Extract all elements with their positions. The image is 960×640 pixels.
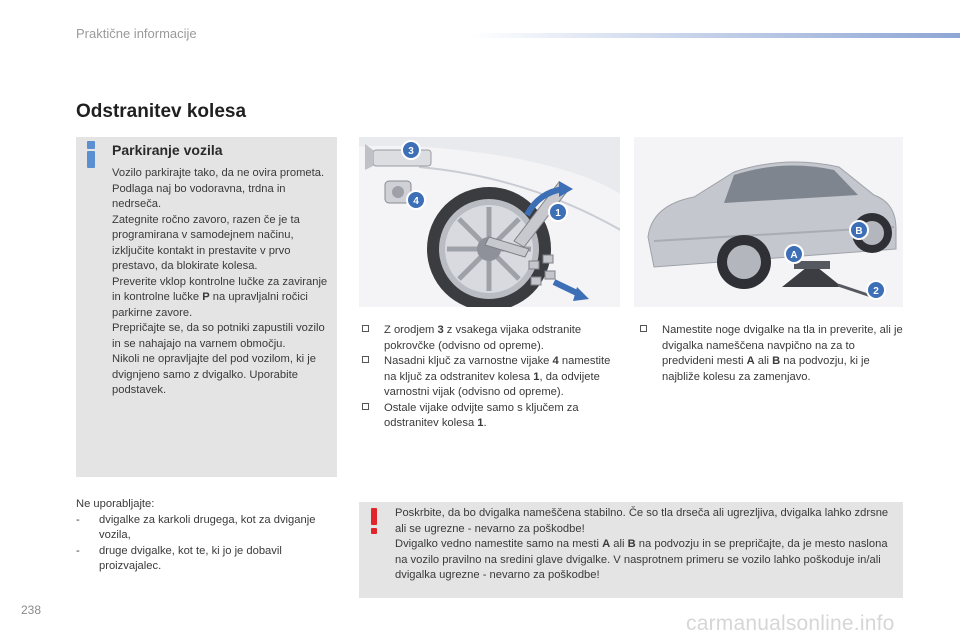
step-item: Namestite noge dvigalke na tla in preverite, ali je dvigalka nameščena navpično na za to predvideni mesti A ali B na podvozju, ki je najbliže kolesu za zamenjavo. [640,323,905,385]
badge-4 [407,191,425,209]
badge-1 [549,203,567,221]
info-icon [83,139,99,169]
badge-b [850,221,868,239]
car-jack-svg [634,137,903,307]
badge-3 [402,141,420,159]
step-item: Ostale vijake odvijte samo s ključem za odstranitev kolesa 1. [362,401,620,432]
step-item: Z orodjem 3 z vsakega vijaka odstranite pokrovčke (odvisno od opreme). [362,323,620,354]
svg-text:A: A [790,250,798,261]
usage-note [76,497,326,575]
info-paragraph: Vozilo parkirajte tako, da ne ovira prometa. Podlaga naj bo vodoravna, trdna in nedrseča. [112,167,325,210]
note-list-item: - dvigalke za karkoli drugega, kot za dviganje vozila, [76,513,316,541]
checkbox-bullet-icon [362,403,369,410]
info-paragraph: Zategnite ročno zavoro, razen če je ta programirana v samodejnem načinu, izključite kontakt in prestavite v prvo prestavo, da blokirate kolesa. [112,213,300,272]
wheel-wrench-illustration [359,137,620,307]
warning-paragraph: Poskrbite, da bo dvigalka nameščena stabilno. Če so tla drseča ali ugrezljiva, dvigalka lahko zdrsne ali se ugrezne - nevarno za poškodbe! [395,507,889,535]
page-title: Odstranitev kolesa [76,101,247,122]
badge-a [785,245,803,263]
steps-list-left [362,323,620,432]
warning-text [395,506,895,584]
steps-list-right [640,323,905,385]
checkbox-bullet-icon [640,325,647,332]
header-gradient-line [470,33,960,38]
svg-text:4: 4 [413,196,419,207]
checkbox-bullet-icon [362,356,369,363]
car-jack-illustration [634,137,903,307]
svg-text:3: 3 [408,146,414,157]
step-item: Nasadni ključ za varnostne vijake 4 namestite na ključ za odstranitev kolesa 1, da odvijete varnostni vijak (odvisno od opreme). [362,354,620,401]
section-header: Praktične informacije [76,26,197,41]
svg-text:2: 2 [873,286,879,297]
note-intro: Ne uporabljajte: [76,498,155,510]
checkbox-bullet-icon [362,325,369,332]
note-list-item: - druge dvigalke, kot te, ki jo je dobavil proizvajalec. [76,544,282,572]
warning-paragraph: Dvigalko vedno namestite samo na mesti A ali B na podvozju in se prepričajte, da je mesto naslona na vozilo pravilno na sredini glave dvigalke. V nasprotnem primeru se vozilo lahko poškoduje in/ali dvigalka ugrezne - nevarno za poškodbe! [395,538,888,581]
info-paragraph: Prepričajte se, da so potniki zapustili vozilo in se nahajajo na varnem območju. [112,322,325,350]
warning-icon [368,506,380,536]
svg-text:1: 1 [555,208,561,219]
page-number: 238 [21,603,42,617]
svg-text:B: B [855,226,863,237]
info-box-text [112,166,332,399]
info-paragraph: Preverite vklop kontrolne lučke za zaviranje in kontrolne lučke P na upravljalni ročici parkirne zavore. [112,275,328,319]
watermark: carmanualsonline.info [686,612,895,635]
badge-2 [867,281,885,299]
info-paragraph: Nikoli ne opravljajte del pod vozilom, ki je dvignjeno samo z dvigalko. Uporabite podstavek. [112,353,316,396]
info-box-title: Parkiranje vozila [112,142,223,158]
wheel-wrench-svg [359,137,620,307]
